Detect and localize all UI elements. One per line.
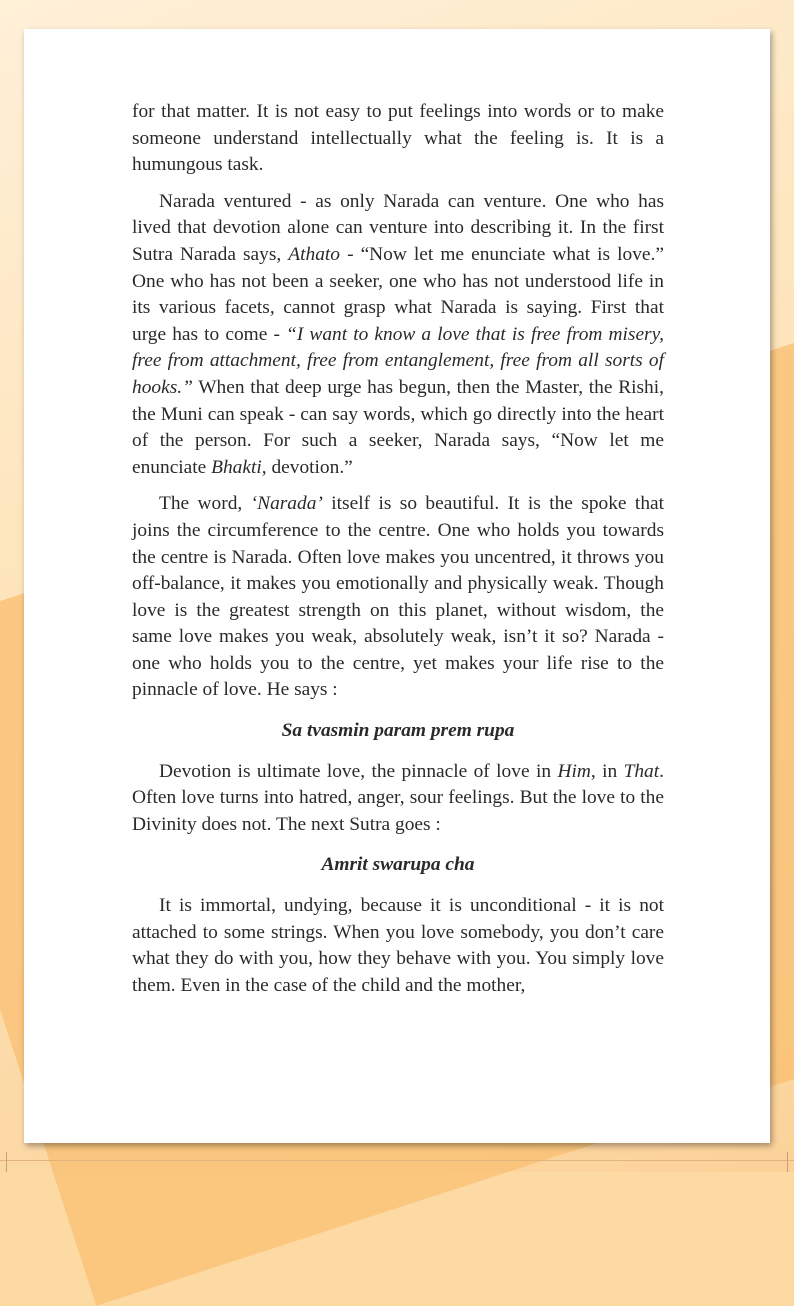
paragraph-2-text-b: - “Now let me enunciate what is love.” One who has not been a seeker, one who has not understood life in its various facets, cannot grasp what Narada is saying. First that urge has to come - — [132, 243, 664, 345]
paragraph-3 — [132, 491, 664, 704]
paragraph-1 — [132, 99, 664, 179]
paragraph-3-text-b: itself is so beautiful. It is the spoke that joins the circumference to the centre. One who holds you towards the centre is Narada. Often love makes you uncentred, it throws you off-balance, it makes you emotionally and physically weak. Though love is the greatest strength on this planet, without wisdom, the same love makes you weak, absolutely weak, isn’t it so? Narada - one who holds you to the centre, yet makes your life rise to the pinnacle of love. He says : — [132, 493, 665, 701]
paragraph-4-text-a: Devotion is ultimate love, the pinnacle of love in — [159, 760, 558, 782]
that-italic: That — [623, 760, 660, 782]
crop-mark-left — [6, 1152, 7, 1172]
crop-mark-right — [787, 1152, 788, 1172]
sutra-heading-2: Amrit swarupa cha — [321, 854, 475, 876]
paragraph-4-text-b: , in — [590, 760, 624, 782]
bottom-rule — [0, 1160, 794, 1161]
paragraph-2-text-a: Narada ventured - as only Narada can venture. One who has lived that devotion alone can venture into describing it. In the first Sutra Narada says, — [132, 190, 664, 265]
paragraph-4 — [132, 759, 664, 839]
paragraph-5-text: It is immortal, undying, because it is unconditional - it is not attached to some strings. When you love somebody, you don’t care what they do with you, how they behave with you. You simply love them. Even in the case of the child and the mother, — [132, 895, 664, 996]
paragraph-1-text: for that matter. It is not easy to put feelings into words or to make someone understand intellectually what the feeling is. It is a humungous task. — [132, 101, 664, 176]
athato-italic: Athato — [288, 243, 341, 265]
paragraph-3-text-a: The word, — [159, 493, 251, 515]
narada-italic: ‘Narada’ — [250, 493, 323, 515]
paragraph-2-text-d: , devotion.” — [261, 456, 353, 478]
sutra-heading-1: Sa tvasmin param prem rupa — [281, 720, 515, 742]
paragraph-4-text-c: . Often love turns into hatred, anger, sour feelings. But the love to the Divinity does not. The next Sutra goes : — [132, 760, 664, 835]
book-page — [24, 29, 770, 1143]
him-italic: Him — [557, 760, 591, 782]
paragraph-5 — [132, 893, 664, 999]
paragraph-2 — [132, 189, 664, 482]
paragraph-2-text-c: When that deep urge has begun, then the Master, the Rishi, the Muni can speak - can say words, which go directly into the heart of the person. For such a seeker, Narada says, “Now let me enunciate — [132, 376, 664, 478]
page-text — [132, 99, 664, 1009]
bhakti-italic: Bhakti — [211, 456, 262, 478]
seeker-quote-italic: “I want to know a love that is free from misery, free from attachment, free from entanglement, free from all sorts of hooks.” — [132, 323, 664, 398]
